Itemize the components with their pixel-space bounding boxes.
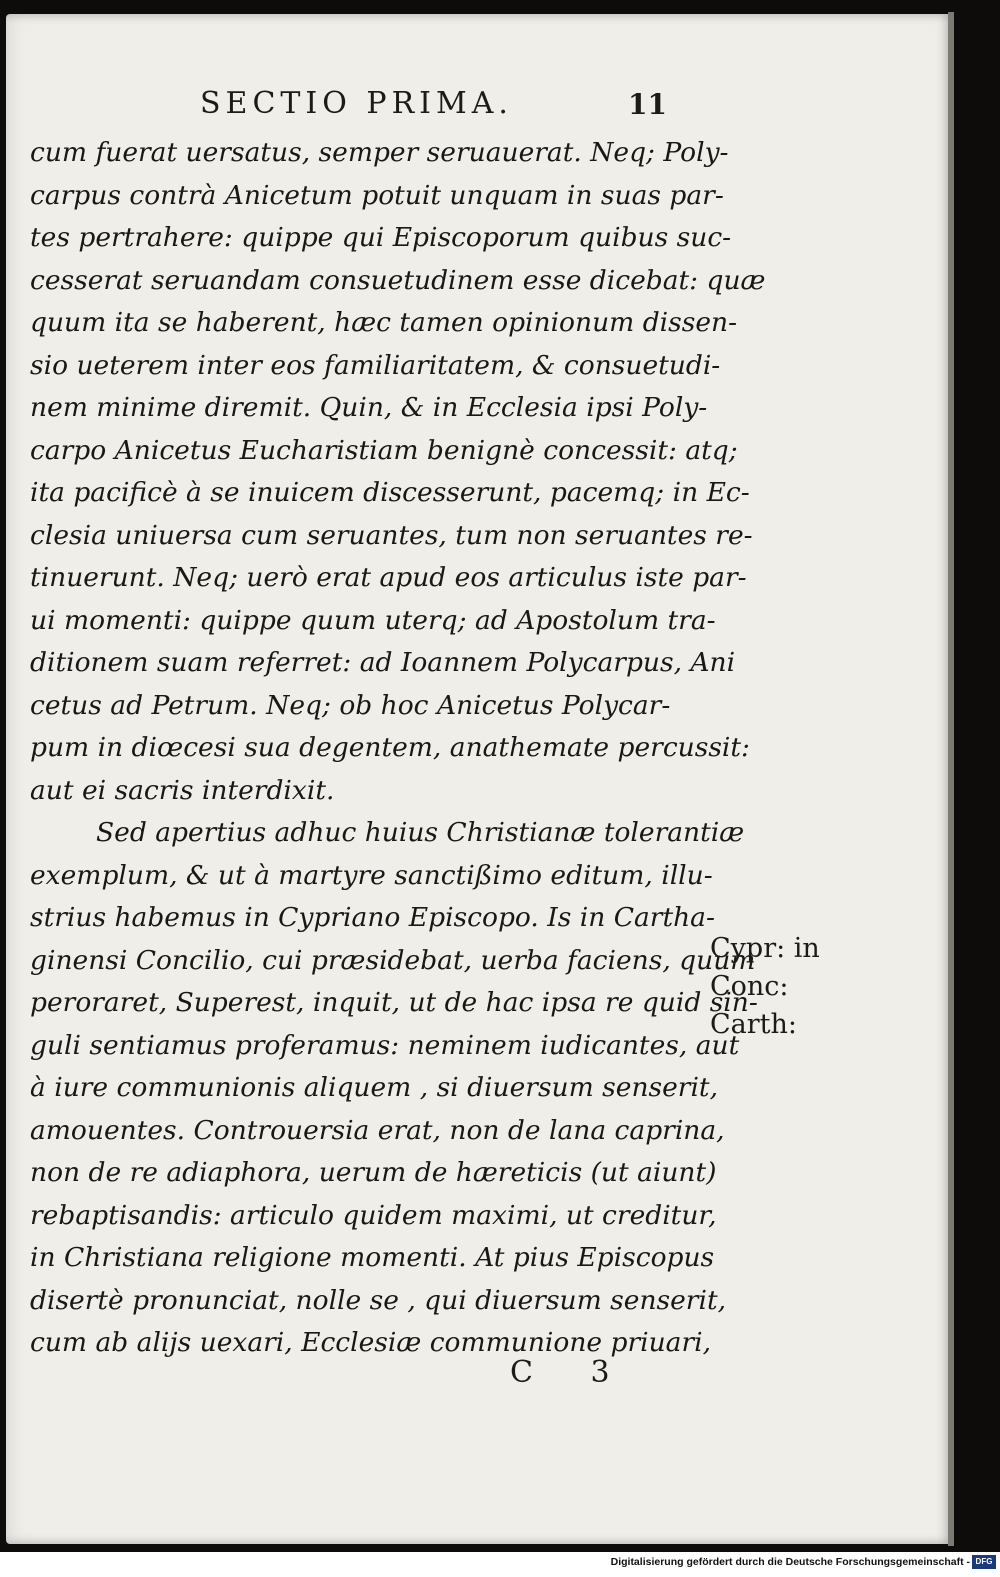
text-line: Sed apertius adhuc huius Christianæ tolerantiæ [96,817,745,848]
text-line: cetus ad Petrum. Neq; ob hoc Anicetus Polycar- [30,689,671,721]
text-line: ginensi Concilio, cui præsidebat, uerba faciens, quum [30,944,756,976]
dfg-logo: DFG [972,1555,996,1569]
text-line: tinuerunt. Neq; uerò erat apud eos articulus iste par- [30,562,747,593]
text-line: cum fuerat uersatus, semper seruauerat. Neq; Poly- [30,137,729,168]
signature-mark: C 3 [510,1355,634,1390]
text-line: pum in diœcesi sua degentem, anathemate percussit: [30,732,750,763]
footer-credit: Digitalisierung gefördert durch die Deutsche Forschungsgemeinschaft - [610,1556,970,1568]
running-title: SECTIO PRIMA. [200,86,513,121]
text-line: ui momenti: quippe quum uterq; ad Apostolum tra- [30,604,716,636]
text-line: sio ueterem inter eos familiaritatem, & consuetudi- [30,349,721,381]
text-line: ditionem suam referret: ad Ioannem Polycarpus, Ani [30,647,736,678]
text-line: disertè pronunciat, nolle se , qui diuersum senserit, [30,1284,727,1316]
marginal-note-line: Conc: [710,971,789,1002]
text-line: exemplum, & ut à martyre sanctißimo editum, illu- [30,859,713,891]
text-line: guli sentiamus proferamus: neminem iudicantes, aut [30,1029,740,1061]
marginal-note-line: Carth: [710,1009,797,1040]
text-line: non de re adiaphora, uerum de hæreticis (ut aiunt) [30,1157,717,1188]
text-line: amouentes. Controuersia erat, non de lana caprina, [30,1114,725,1146]
text-line: nem minime diremit. Quin, & in Ecclesia ipsi Poly- [30,392,708,423]
text-line: strius habemus in Cypriano Episcopo. Is in Cartha- [30,902,715,933]
page-edge [948,12,954,1546]
text-line: in Christiana religione momenti. At pius Episcopus [30,1242,715,1273]
text-line: carpo Anicetus Eucharistiam benignè concessit: atq; [30,434,738,466]
text-line: cesserat seruandam consuetudinem esse dicebat: quæ [30,264,766,296]
text-line: quum ita se haberent, hæc tamen opinionum dissen- [30,307,738,338]
marginal-note-line: Cypr: in [710,933,820,964]
text-line: cum ab alijs uexari, Ecclesiæ communione priuari, [30,1327,712,1358]
text-line: clesia uniuersa cum seruantes, tum non seruantes re- [30,519,753,551]
page-number: 11 [628,88,667,121]
page-header [200,86,670,130]
text-line: rebaptisandis: articulo quidem maximi, ut creditur, [30,1199,717,1231]
text-line: ita pacificè à se inuicem discesserunt, pacemq; in Ec- [30,477,750,508]
text-line: tes pertrahere: quippe qui Episcoporum quibus suc- [30,222,732,253]
marginal-note [710,930,850,1044]
text-line: aut ei sacris interdixit. [30,774,335,806]
text-line: à iure communionis aliquem , si diuersum senserit, [30,1072,719,1103]
text-line: peroraret, Superest, inquit, ut de hac ipsa re quid sin- [30,987,758,1018]
text-line: carpus contrà Anicetum potuit unquam in suas par- [30,179,724,211]
